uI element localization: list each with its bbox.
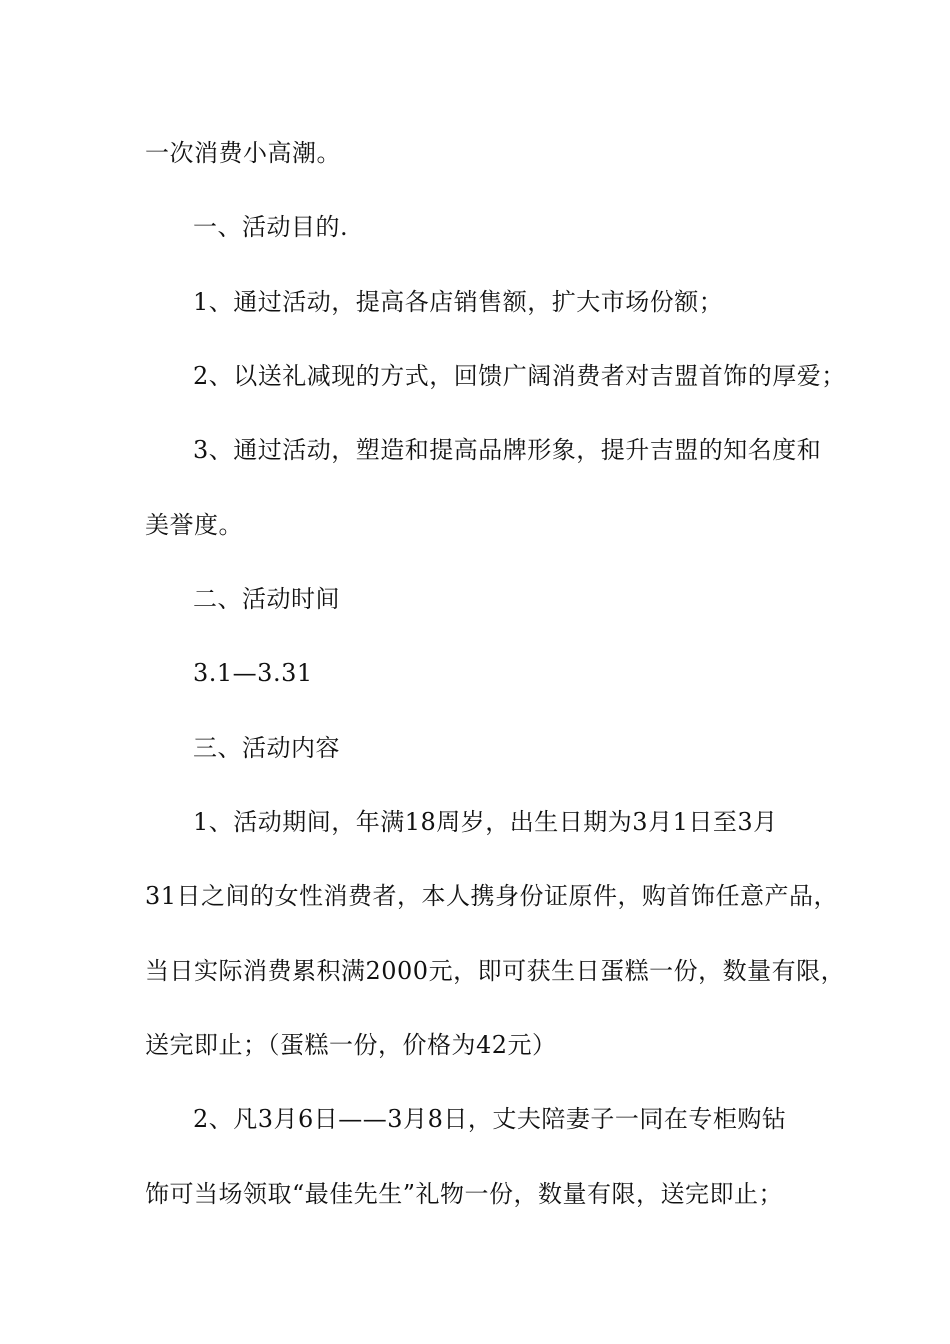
list-item: 2、凡3月6日——3月8日，丈夫陪妻子一同在专柜购钻 [193, 1105, 787, 1133]
text-line: 送完即止；（蛋糕一份，价格为42元） [145, 1031, 557, 1059]
section-heading-purpose: 一、活动目的. [193, 213, 349, 241]
text-line: 一次消费小高潮。 [145, 139, 341, 167]
text-line: 饰可当场领取“最佳先生”礼物一份，数量有限，送完即止； [145, 1180, 784, 1208]
date-range: 3.1—3.31 [193, 659, 313, 687]
section-heading-content: 三、活动内容 [193, 734, 340, 762]
text-line: 当日实际消费累积满2000元，即可获生日蛋糕一份，数量有限， [145, 957, 846, 985]
text-line: 美誉度。 [145, 511, 243, 539]
section-heading-time: 二、活动时间 [193, 585, 340, 613]
text-line: 31日之间的女性消费者，本人携身份证原件，购首饰任意产品， [145, 882, 839, 910]
list-item: 1、活动期间，年满18周岁，出生日期为3月1日至3月 [193, 808, 778, 836]
list-item: 2、以送礼减现的方式，回馈广阔消费者对吉盟首饰的厚爱； [193, 362, 846, 390]
list-item: 1、通过活动，提高各店销售额，扩大市场份额； [193, 288, 724, 316]
list-item: 3、通过活动，塑造和提高品牌形象，提升吉盟的知名度和 [193, 436, 822, 464]
